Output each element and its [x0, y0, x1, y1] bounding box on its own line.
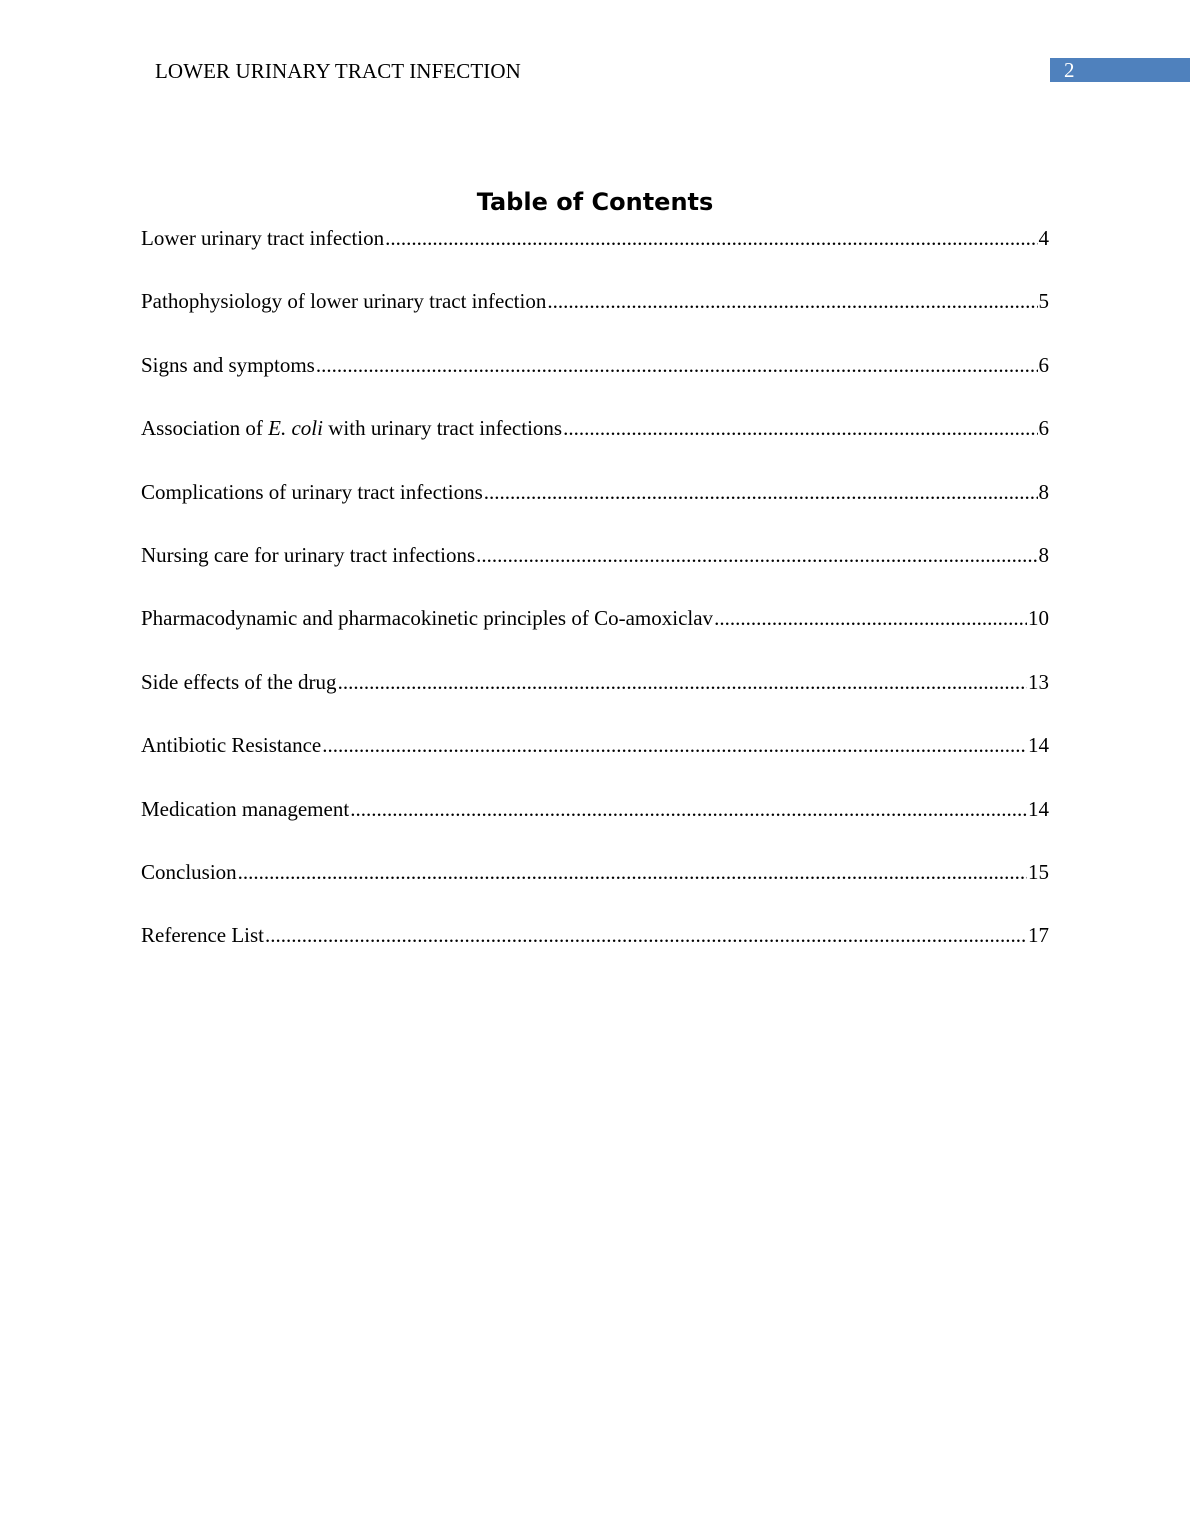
toc-entry-page: 8	[1038, 542, 1049, 567]
toc-entry[interactable]	[141, 542, 1049, 605]
toc-leader	[484, 479, 1038, 505]
toc-entry[interactable]	[141, 352, 1049, 415]
toc-leader	[316, 352, 1038, 378]
toc-entry-page: 10	[1028, 606, 1049, 631]
toc-entry-label-start: Association of	[141, 416, 269, 441]
toc-title: Table of Contents	[476, 188, 714, 216]
toc-entry-label-end: with urinary tract infections	[322, 416, 563, 441]
toc-leader	[714, 605, 1027, 631]
toc-entry[interactable]	[141, 732, 1049, 795]
toc-entry-page: 13	[1028, 669, 1049, 694]
toc-leader	[350, 796, 1027, 822]
toc-leader	[563, 415, 1037, 441]
toc-entry[interactable]	[141, 415, 1049, 478]
toc-entry[interactable]	[141, 479, 1049, 542]
toc-entry[interactable]	[141, 605, 1049, 668]
toc-entry-label: Pharmacodynamic and pharmacokinetic principles of Co-amoxiclav	[141, 606, 714, 631]
running-head: LOWER URINARY TRACT INFECTION	[155, 59, 521, 83]
toc-entry-page: 6	[1038, 416, 1049, 441]
toc-entry-page: 4	[1038, 226, 1049, 250]
toc-entry-label: Medication management	[141, 796, 350, 821]
toc-entry-page: 15	[1028, 859, 1049, 884]
toc-entry-label: Antibiotic Resistance	[141, 733, 322, 758]
page-number: 2	[1064, 58, 1075, 82]
toc-leader	[322, 732, 1027, 758]
toc-leader	[385, 225, 1037, 251]
toc-entry-label: Signs and symptoms	[141, 352, 315, 377]
toc-entry-label-italic: E. coli	[268, 416, 323, 441]
toc-leader	[265, 922, 1027, 948]
toc-entry-page: 6	[1038, 352, 1049, 377]
toc-entry-page: 14	[1028, 796, 1049, 821]
toc-entry-page: 14	[1028, 733, 1049, 758]
toc-entry[interactable]	[141, 859, 1049, 922]
page-number-box	[1050, 58, 1190, 82]
toc-entry-label: Nursing care for urinary tract infections	[141, 542, 476, 567]
toc-entry-label: Conclusion	[141, 859, 237, 884]
toc-entry-page: 8	[1038, 479, 1049, 504]
toc-entry-page: 5	[1038, 289, 1049, 314]
toc-entry-label: Reference List	[141, 923, 265, 948]
toc-entry-label: Pathophysiology of lower urinary tract infection	[141, 289, 547, 314]
toc-entry-label	[141, 415, 562, 441]
toc-entry[interactable]	[141, 796, 1049, 859]
toc-entry-label: Complications of urinary tract infections	[141, 479, 483, 504]
toc-leader	[338, 669, 1027, 695]
toc-list	[141, 225, 1049, 986]
toc-entry[interactable]	[141, 922, 1049, 985]
toc-entry[interactable]	[141, 288, 1049, 351]
toc-entry-page: 17	[1028, 923, 1049, 948]
toc-leader	[238, 859, 1027, 885]
toc-leader	[476, 542, 1037, 568]
toc-entry-label: Side effects of the drug	[141, 669, 337, 694]
toc-entry[interactable]	[141, 225, 1049, 288]
toc-leader	[547, 288, 1037, 314]
toc-entry[interactable]	[141, 669, 1049, 732]
toc-entry-label: Lower urinary tract infection	[141, 226, 385, 250]
